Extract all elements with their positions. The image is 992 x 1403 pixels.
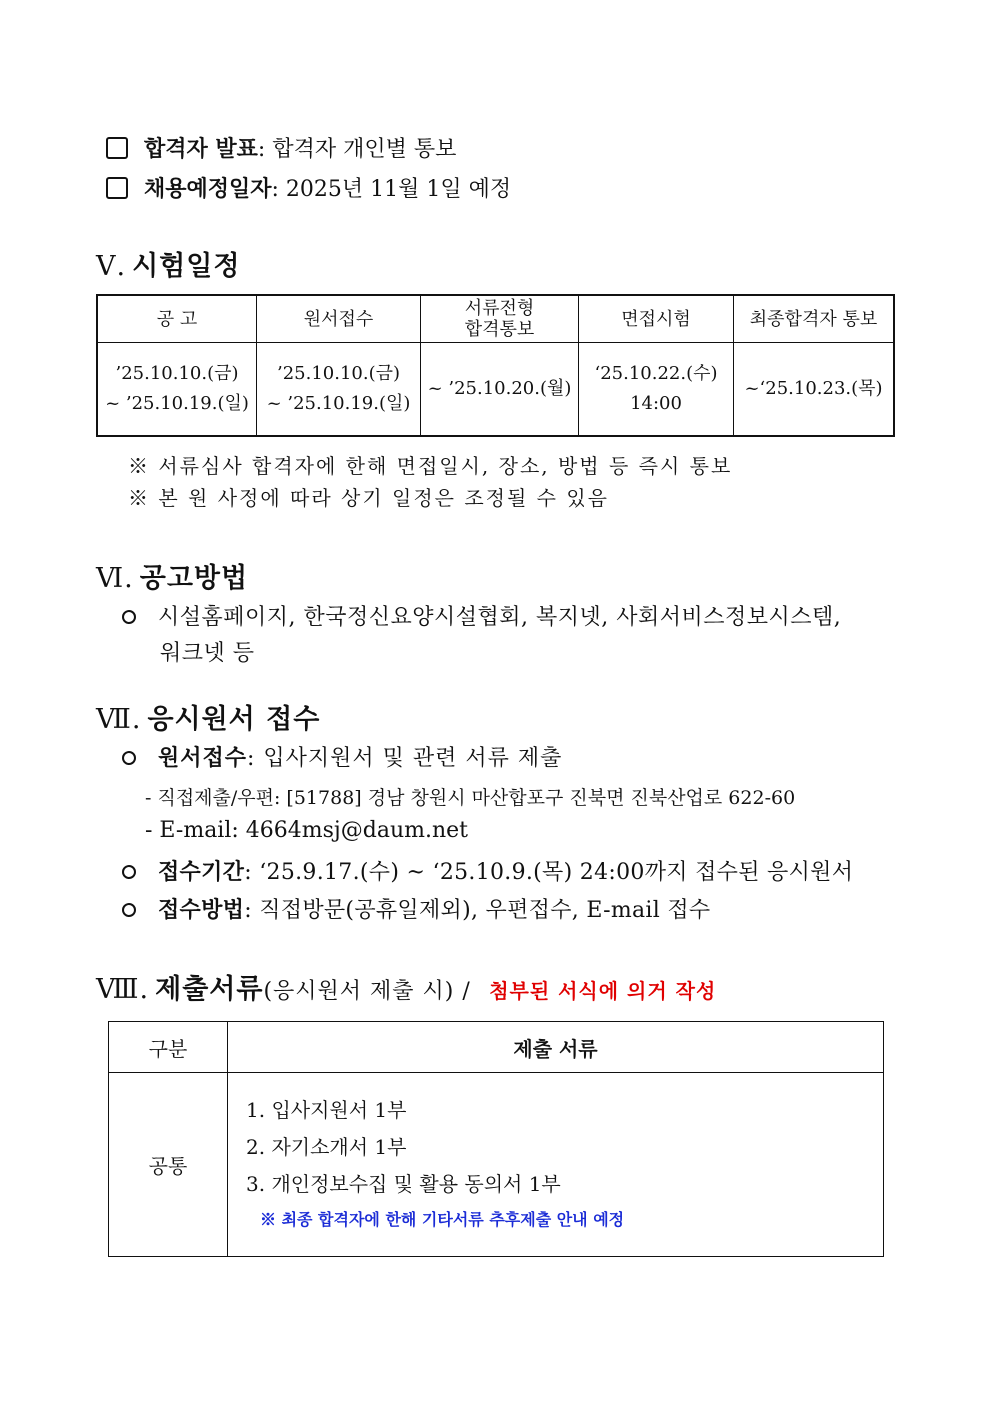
submission-address: - 직접제출/우편: [51788] 경남 창원시 마산합포구 진북면 진북산업로 622-60: [145, 787, 796, 809]
section-title-red-note: 첨부된 서식에 의거 작성: [489, 979, 717, 1003]
circle-bullet-icon: [122, 903, 136, 917]
item-label: 접수기간: [158, 859, 245, 885]
table-header-row: [97, 295, 894, 343]
table-row: [109, 1073, 884, 1257]
category-cell: 공통: [109, 1073, 228, 1257]
header-cell: 최종합격자 통보: [734, 295, 895, 343]
section-number: Ⅴ.: [96, 251, 127, 282]
item-label: 채용예정일자: [144, 176, 272, 202]
documents-table: [108, 1021, 884, 1257]
circle-bullet-icon: [122, 610, 136, 624]
announcement-item: [106, 132, 456, 163]
documents-note: ※ 최종 합격자에 한해 기타서류 추후제출 안내 예정: [260, 1210, 625, 1229]
cell-line: 14:00: [630, 393, 682, 414]
document-item: 2. 자기소개서 1부: [246, 1135, 407, 1159]
item-text: : 합격자 개인별 통보: [257, 137, 457, 162]
checkbox-icon: [106, 137, 128, 159]
document-item: 1. 입사지원서 1부: [246, 1098, 407, 1122]
section-title: 응시원서 접수: [147, 704, 321, 735]
section-heading-announcement-method: [96, 556, 248, 595]
section-number: Ⅵ.: [96, 563, 134, 594]
cell-line: ~ ’25.10.19.(일): [266, 393, 411, 414]
schedule-table: [96, 294, 895, 437]
table-cell: [579, 343, 734, 437]
cell-line: ’25.10.10.(금): [276, 363, 401, 384]
section-heading-documents: [96, 967, 716, 1006]
item-label: 접수방법: [158, 897, 245, 923]
application-item: [122, 741, 562, 772]
header-line: 합격통보: [464, 319, 535, 340]
circle-bullet-icon: [122, 751, 136, 765]
item-text: : 직접방문(공휴일제외), 우편접수, E-mail 접수: [244, 898, 711, 923]
table-cell: ~‘25.10.23.(목): [734, 343, 895, 437]
header-cell: 공 고: [97, 295, 257, 343]
header-cell: 구분: [109, 1022, 228, 1073]
item-label: 원서접수: [158, 745, 248, 771]
section-title-note: (응시원서 제출 시) /: [263, 979, 471, 1004]
checkbox-icon: [106, 177, 128, 199]
schedule-note: ※ 본 원 사정에 따라 상기 일정은 조정될 수 있음: [128, 486, 609, 510]
item-text: : 2025년 11월 1일 예정: [271, 177, 512, 202]
header-line: 서류전형: [464, 298, 535, 319]
table-cell: [97, 343, 257, 437]
method-line: [122, 600, 841, 631]
item-text: : 입사지원서 및 관련 서류 제출: [247, 746, 563, 771]
application-item: [122, 855, 853, 886]
circle-bullet-icon: [122, 865, 136, 879]
method-text: 시설홈페이지, 한국정신요양시설협회, 복지넷, 사회서비스정보시스템,: [158, 605, 842, 630]
section-number: Ⅷ.: [96, 974, 150, 1005]
table-cell: ~ ’25.10.20.(월): [421, 343, 579, 437]
section-heading-application: [96, 697, 320, 736]
table-header-row: [109, 1022, 884, 1073]
section-title: 시험일정: [132, 251, 241, 282]
table-row: [97, 343, 894, 437]
documents-cell: [228, 1073, 884, 1257]
header-cell: 제출 서류: [228, 1022, 884, 1073]
cell-line: ‘25.10.22.(수): [594, 363, 718, 384]
header-cell: 원서접수: [257, 295, 421, 343]
hiring-date-item: [106, 172, 511, 203]
submission-email: - E-mail: 4664msj@daum.net: [145, 818, 468, 843]
cell-line: ’25.10.10.(금): [115, 363, 239, 384]
item-label: 합격자 발표: [144, 136, 258, 162]
schedule-note: ※ 서류심사 합격자에 한해 면접일시, 장소, 방법 등 즉시 통보: [128, 454, 733, 478]
cell-line: ~ ’25.10.19.(일): [105, 393, 249, 414]
section-number: Ⅶ.: [96, 704, 142, 735]
header-cell: [421, 295, 579, 343]
application-item: [122, 893, 711, 924]
item-text: : ‘25.9.17.(수) ~ ‘25.10.9.(목) 24:00까지 접수된 응시원서: [244, 860, 854, 885]
table-cell: [257, 343, 421, 437]
section-title: 공고방법: [139, 563, 249, 594]
document-item: 3. 개인정보수집 및 활용 동의서 1부: [246, 1172, 561, 1196]
section-heading-schedule: [96, 244, 240, 283]
header-cell: 면접시험: [579, 295, 734, 343]
section-title: 제출서류: [155, 974, 264, 1005]
method-line-continued: 워크넷 등: [160, 641, 255, 666]
